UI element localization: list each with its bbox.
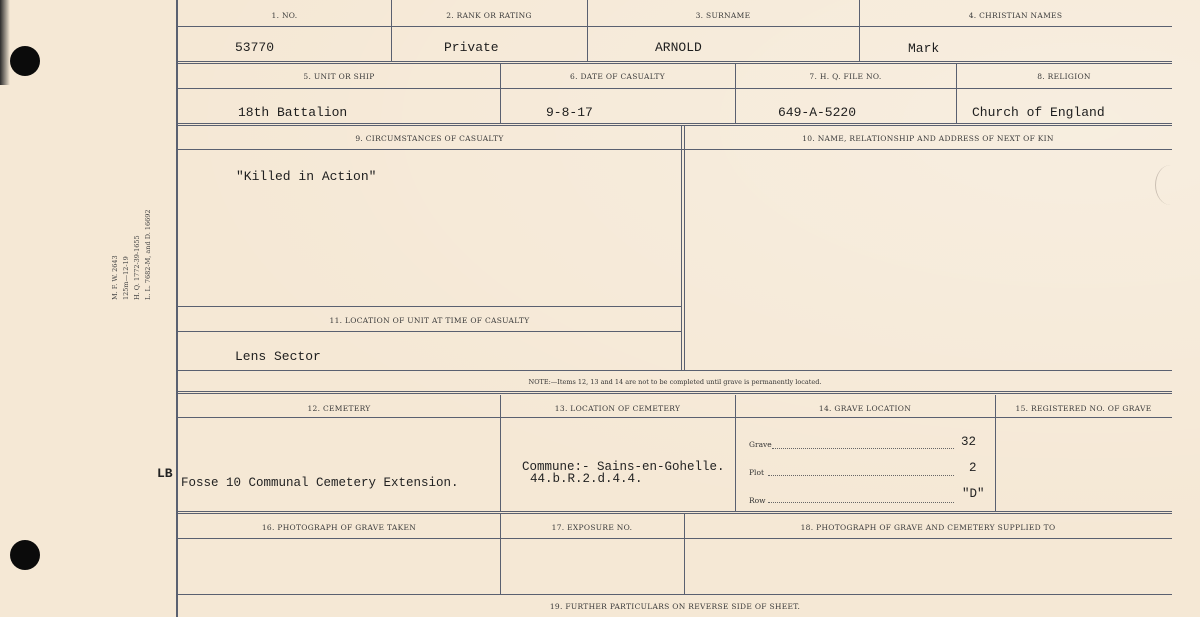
plot-dotted-line — [768, 475, 954, 476]
grave-field-label: Grave — [749, 440, 772, 449]
christian-names-label: 4. CHRISTIAN NAMES — [968, 11, 1063, 20]
circumstances-label: 9. CIRCUMSTANCES OF CASUALTY — [355, 134, 504, 143]
punch-hole-top — [10, 46, 40, 76]
location-cemetery-line1: Commune:- Sains-en-Gohelle. — [522, 460, 725, 474]
rank-value: Private — [444, 40, 499, 55]
location-cemetery-line2: 44.b.R.2.d.4.4. — [530, 472, 643, 486]
row2-label-rule — [178, 88, 1172, 89]
date-value: 9-8-17 — [546, 105, 593, 120]
row-field-label: Row — [749, 496, 766, 505]
row3-divider-inner — [684, 126, 685, 370]
cemetery-label: 12. CEMETERY — [307, 404, 371, 413]
cemetery-value: Fosse 10 Communal Cemetery Extension. — [181, 476, 459, 490]
unit-value: 18th Battalion — [238, 105, 348, 120]
location-unit-label: 11. LOCATION OF UNIT AT TIME OF CASUALTY — [329, 316, 530, 325]
row5-bottom-rule — [178, 594, 1172, 595]
location-unit-label-rule — [178, 331, 681, 332]
row1-divider-2 — [587, 0, 588, 61]
row1-bottom-rule — [178, 61, 1172, 64]
card-edge-shadow — [0, 0, 10, 85]
margin-mark: LB — [157, 466, 173, 481]
surname-value: ARNOLD — [655, 40, 702, 55]
completion-note: NOTE:—Items 12, 13 and 14 are not to be completed until grave is permanently located. — [528, 378, 822, 386]
row1-divider-1 — [391, 0, 392, 61]
plot-field-label: Plot — [749, 468, 764, 477]
christian-names-value: Mark — [908, 41, 940, 56]
rank-label: 2. RANK OR RATING — [446, 11, 532, 20]
file-label: 7. H. Q. FILE NO. — [809, 72, 882, 81]
row1-label-rule — [178, 26, 1172, 27]
form-print-reference: M. F. W. 2643 125m—12-19 H. Q. 1772-39-1655 L. L. 7682-M, and D. 16692 — [111, 209, 152, 300]
religion-value: Church of England — [972, 105, 1105, 120]
grave-value: 32 — [961, 435, 977, 449]
surname-label: 3. SURNAME — [695, 11, 751, 20]
row3-bottom-rule — [178, 370, 1172, 371]
religion-label: 8. RELIGION — [1037, 72, 1091, 81]
photo-supplied-label: 18. PHOTOGRAPH OF GRAVE AND CEMETERY SUPPLIED TO — [800, 523, 1056, 532]
grave-dotted-line — [772, 448, 954, 449]
row4-bottom-rule — [178, 511, 1172, 514]
note-bottom-rule — [178, 391, 1172, 394]
location-unit-value: Lens Sector — [235, 349, 321, 364]
registered-no-label: 15. REGISTERED NO. OF GRAVE — [1015, 404, 1152, 413]
location-cemetery-label: 13. LOCATION OF CEMETERY — [554, 404, 681, 413]
row-dotted-line — [768, 502, 954, 503]
photo-taken-label: 16. PHOTOGRAPH OF GRAVE TAKEN — [261, 523, 417, 532]
date-label: 6. DATE OF CASUALTY — [570, 72, 665, 81]
row-value: "D" — [962, 487, 985, 501]
next-of-kin-label: 10. NAME, RELATIONSHIP AND ADDRESS OF NEXT OF KIN — [802, 134, 1054, 143]
pencil-mark — [1155, 165, 1186, 205]
punch-hole-bottom — [10, 540, 40, 570]
row4-label-rule — [178, 417, 1172, 418]
plot-value: 2 — [969, 461, 977, 475]
row3-label-rule — [178, 149, 1172, 150]
grave-location-label: 14. GRAVE LOCATION — [818, 404, 912, 413]
row1-divider-3 — [859, 0, 860, 61]
row3-divider — [681, 126, 682, 370]
no-value: 53770 — [235, 40, 275, 55]
row5-label-rule — [178, 538, 1172, 539]
circumstances-value: "Killed in Action" — [236, 169, 377, 184]
exposure-label: 17. EXPOSURE NO. — [551, 523, 633, 532]
unit-label: 5. UNIT OR SHIP — [303, 72, 375, 81]
row2-bottom-rule — [178, 123, 1172, 126]
circumstances-bottom-rule — [178, 306, 681, 307]
file-value: 649-A-5220 — [778, 105, 857, 120]
footer-note: 19. FURTHER PARTICULARS ON REVERSE SIDE OF SHEET. — [549, 602, 801, 611]
no-label: 1. NO. — [271, 11, 298, 20]
